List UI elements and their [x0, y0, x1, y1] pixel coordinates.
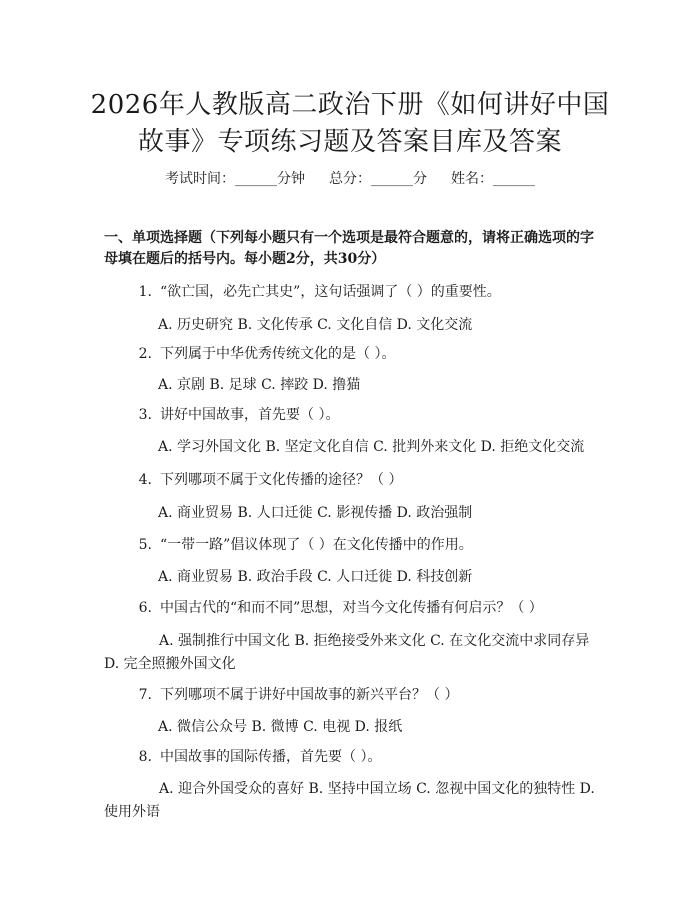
exam-time: 考试时间：______分钟 — [165, 171, 305, 187]
question-options: A. 学习外国文化 B. 坚定文化自信 C. 批判外来文化 D. 拒绝文化交流 — [158, 439, 585, 455]
question-text: 中国故事的国际传播，首先要（ ）。 — [160, 749, 382, 765]
question-options: A. 微信公众号 B. 微博 C. 电视 D. 报纸 — [158, 719, 403, 735]
question-options: A. 迎合外国受众的喜好 B. 坚持中国立场 C. 忽视中国文化的独特性 D. 使用外语 — [104, 781, 595, 820]
document-title-line1: 2026年人教版高二政治下册《如何讲好中国 — [90, 90, 610, 120]
question-text: 下列哪项不属于文化传播的途径？（ ） — [160, 472, 403, 488]
question-number: 8. — [138, 749, 152, 765]
question-options: A. 强制推行中国文化 B. 拒绝接受外来文化 C. 在文化交流中求同存异 D. 完全照搬外国文化 — [104, 633, 590, 672]
student-name: 姓名：______ — [451, 171, 535, 187]
question-options: A. 商业贸易 B. 人口迁徙 C. 影视传播 D. 政治强制 — [158, 505, 473, 521]
question-text: 下列属于中华优秀传统文化的是（ ）。 — [160, 346, 396, 362]
question-text: “欲亡国，必先亡其史”，这句话强调了（ ）的重要性。 — [160, 284, 501, 300]
document-title-line2: 故事》专项练习题及答案目库及答案 — [137, 127, 562, 157]
question-number: 6. — [138, 600, 152, 616]
section-heading: 一、单项选择题（下列每小题只有一个选项是最符合题意的，请将正确选项的字母填在题后的括号内。每小题2分，共30分） — [104, 230, 594, 267]
question-text: 讲好中国故事，首先要（ ）。 — [160, 407, 340, 423]
question-number: 4. — [138, 472, 152, 488]
exam-info — [0, 168, 700, 188]
question-number: 7. — [138, 687, 152, 703]
question-number: 3. — [138, 407, 152, 423]
total-score: 总分：______分 — [329, 171, 427, 187]
question-text: “一带一路”倡议体现了（ ）在文化传播中的作用。 — [160, 537, 473, 553]
question-options: A. 京剧 B. 足球 C. 摔跤 D. 撸猫 — [158, 377, 361, 393]
question-text: 中国古代的“和而不同”思想，对当今文化传播有何启示？（ ） — [160, 600, 543, 616]
question-options: A. 历史研究 B. 文化传承 C. 文化自信 D. 文化交流 — [158, 317, 473, 333]
question-number: 1. — [138, 284, 152, 300]
question-options: A. 商业贸易 B. 政治手段 C. 人口迁徙 D. 科技创新 — [158, 569, 473, 585]
question-number: 5. — [138, 537, 152, 553]
question-text: 下列哪项不属于讲好中国故事的新兴平台？（ ） — [160, 687, 459, 703]
question-number: 2. — [138, 346, 152, 362]
